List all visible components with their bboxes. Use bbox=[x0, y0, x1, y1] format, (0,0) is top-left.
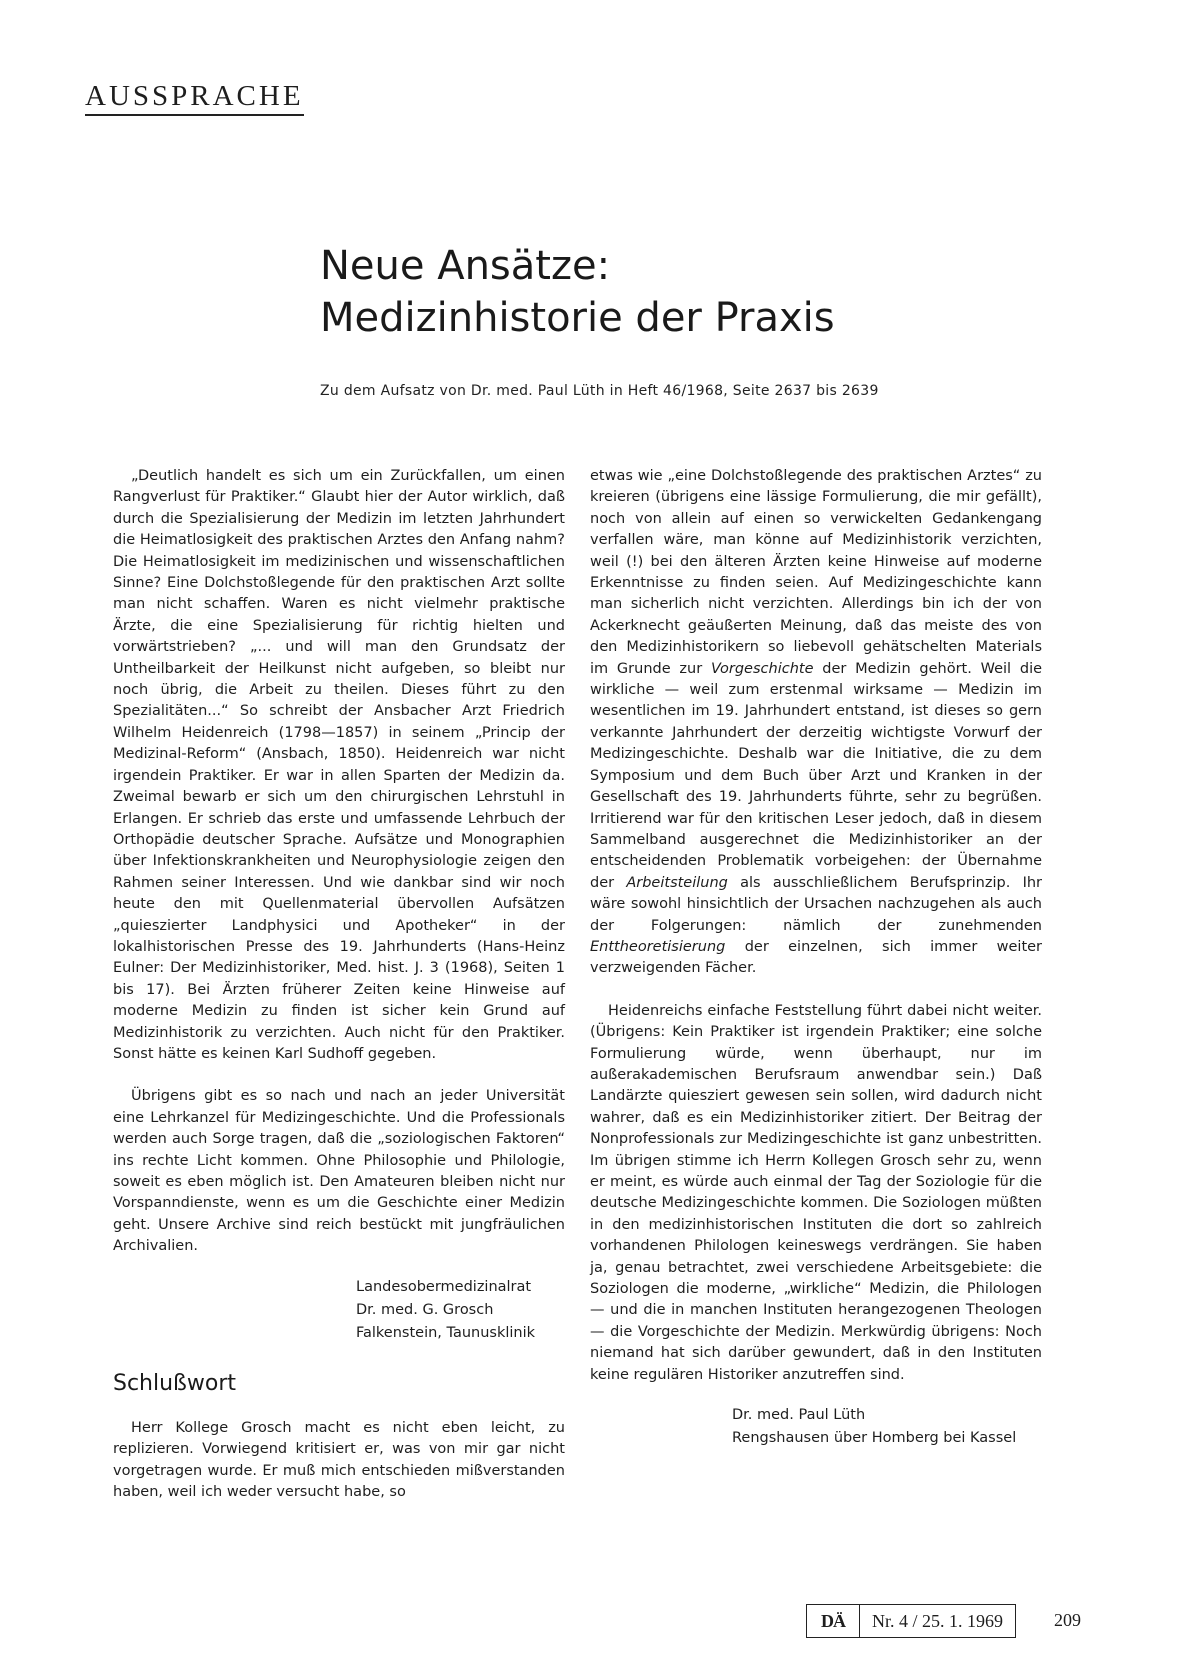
section-label: AUSSPRACHE bbox=[85, 82, 304, 116]
reply-text-part-3: als ausschließlichem Berufsprinzip. Ihr wäre sowohl hinsichtlich der Ursachen nachzugehen als auch der Folgerungen: nämlich der zunehmenden bbox=[590, 874, 1042, 934]
page-number: 209 bbox=[1054, 1610, 1081, 1630]
journal-logo: DÄ bbox=[807, 1605, 860, 1637]
letter-signature bbox=[113, 1276, 565, 1345]
article-subtitle: Zu dem Aufsatz von Dr. med. Paul Lüth in Heft 46/1968, Seite 2637 bis 2639 bbox=[320, 383, 879, 399]
reply-signature-name: Dr. med. Paul Lüth bbox=[732, 1407, 866, 1424]
article-title bbox=[320, 240, 835, 344]
reply-text-part-1: etwas wie „eine Dolchstoßlegende des praktischen Arztes“ zu kreieren (übrigens eine lässige Formulierung, die mir gefällt), noch von allein auf einen so verwickelten Gedankengang verfallen wäre, man könne auf Medizinhistorik verzichten, weil (!) bei den älteren Ärzten keine Hinweise auf moderne Erkenntnisse zu finden seien. Auf Medizingeschichte kann man sicherlich nicht verzichten. Allerdings bin ich der von Ackerknecht geäußerten Meinung, daß das meiste des von den Medizinhistorikern so liebevoll gehätschelten Materials im Grunde zur bbox=[590, 468, 1042, 677]
reply-signature-place: Rengshausen über Homberg bei Kassel bbox=[732, 1430, 1017, 1447]
signature-title: Landesobermedizinalrat bbox=[356, 1278, 532, 1295]
signature-name: Dr. med. G. Grosch bbox=[356, 1301, 494, 1318]
title-line-2: Medizinhistorie der Praxis bbox=[320, 295, 835, 341]
left-column bbox=[113, 466, 565, 1504]
letter-paragraph-1: „Deutlich handelt es sich um ein Zurückfallen, um einen Rangverlust für Praktiker.“ Glaubt hier der Autor wirklich, daß durch die Spezialisierung der Medizin im letzten Jahrhundert die Heimatlosigkeit des praktischen Arztes den Anfang nahm? Die Heimatlosigkeit im medizinischen und wissenschaftlichen Sinne? Eine Dolchstoßlegende für den praktischen Arzt sollte man nicht schaffen. Waren es nicht vielmehr praktische Ärzte, die eine Spezialisierung für richtig hielten und vorwärtstrieben? „... und will man den Grundsatz der Untheilbarkeit der Heilkunst nicht aufgeben, so bleibt nur noch übrig, die Arbeit zu theilen. Dieses führt zu den Spezialitäten...“ So schreibt der Ansbacher Arzt Friedrich Wilhelm Heidenreich (1798—1857) in seinem „Princip der Medizinal-Reform“ (Ansbach, 1850). Heidenreich war nicht irgendein Praktiker. Er war in allen Sparten der Medizin da. Zweimal bewarb er sich um den chirurgischen Lehrstuhl in Erlangen. Er schrieb das erste und umfassende Lehrbuch der Orthopädie deutscher Sprache. Aufsätze und Monographien über Infektionskrankheiten und Neurophysiologie zeigen den Rahmen seiner Interessen. Und wie dankbar sind wir noch heute den mit Quellenmaterial übervollen Aufsätzen „quieszierter Landphysici und Apotheker“ in der lokalhistorischen Presse des 19. Jahrhunderts (Hans-Heinz Eulner: Der Medizinhistoriker, Med. hist. J. 3 (1968), Seiten 1 bis 17). Bei Ärzten früherer Zeiten keine Hinweise auf moderne Medizin zu finden ist sicher kein Grund auf Medizinhistorik zu verzichten. Auch nicht für den Praktiker. Sonst hätte es keinen Karl Sudhoff gegeben. bbox=[113, 468, 565, 1062]
signature-place: Falkenstein, Taunusklinik bbox=[356, 1324, 536, 1341]
reply-paragraph-1-start: Herr Kollege Grosch macht es nicht eben leicht, zu replizieren. Vorwiegend kritisiert er, was von mir gar nicht vorgetragen wurde. Er muß mich entschieden mißverstanden haben, weil ich weder versucht habe, so bbox=[113, 1420, 565, 1501]
letter-paragraph-2: Übrigens gibt es so nach und nach an jeder Universität eine Lehrkanzel für Medizingeschichte. Und die Professionals werden auch Sorge tragen, daß die „soziologischen Faktoren“ ins rechte Licht kommen. Ohne Philosophie und Philologie, soweit es eben möglich ist. Den Amateuren bleiben nicht nur Vorspanndienste, wenn es um die Geschichte einer Medizin geht. Unsere Archive sind reich bestückt mit jungfräulichen Archivalien. bbox=[113, 1088, 565, 1255]
title-line-1: Neue Ansätze: bbox=[320, 243, 611, 289]
right-column bbox=[590, 466, 1042, 1450]
reply-text-part-4: der einzelnen, sich immer weiter verzweigenden Fächer. bbox=[590, 938, 1043, 977]
reply-paragraph-1-continued bbox=[590, 466, 1042, 980]
journal-issue-box bbox=[806, 1604, 1016, 1638]
reply-heading: Schlußwort bbox=[113, 1370, 237, 1396]
reply-emphasis-vorgeschichte: Vorgeschichte bbox=[710, 660, 814, 677]
reply-signature bbox=[590, 1404, 1042, 1450]
reply-emphasis-enttheoretisierung: Enttheoretisierung bbox=[590, 938, 726, 955]
issue-info: Nr. 4 / 25. 1. 1969 bbox=[871, 1610, 1003, 1631]
reply-emphasis-arbeitsteilung: Arbeitsteilung bbox=[626, 874, 728, 891]
reply-text-part-2: der Medizin gehört. Weil die wirkliche — weil zum erstenmal wirksame — Medizin im wesentlichen im 19. Jahrhundert entstand, ist dieses so gern verkannte Jahrhundert der derzeitig wichtigste Vorwurf der Medizingeschichte. Deshalb war die Initiative, die zu dem Symposium und dem Buch über Arzt und Kranken in der Gesellschaft des 19. Jahrhunderts führte, sehr zu begrüßen. Irritierend war für den kritischen Leser jedoch, daß in diesem Sammelband ausgerechnet die Medizinhistoriker an der entscheidenden Problematik vorbeigehen: der Übernahme der bbox=[590, 660, 1043, 891]
reply-paragraph-2: Heidenreichs einfache Feststellung führt dabei nicht weiter. (Übrigens: Kein Praktiker ist irgendein Praktiker; eine solche Formulierung würde, wenn überhaupt, nur im außerakademischen Berufsraum anwendbar sein.) Daß Landärzte quiesziert gewesen sein sollen, wird dadurch nicht wahrer, daß es ein Medizinhistoriker zitiert. Der Beitrag der Nonprofessionals zur Medizingeschichte ist ganz unbestritten. Im übrigen stimme ich Herrn Kollegen Grosch sehr zu, wenn er meint, es würde auch einmal der Tag der Soziologie für die deutsche Medizingeschichte kommen. Die Soziologen müßten in den medizinhistorischen Instituten die dort so zahlreich vorhandenen Philologen keineswegs verdrängen. Sie haben ja, genau betrachtet, zwei verschiedene Arbeitsgebiete: die Soziologen die moderne, „wirkliche“ Medizin, die Philologen — und die in manchen Instituten herangezogenen Theologen — die Vorgeschichte der Medizin. Merkwürdig übrigens: Noch niemand hat sich darüber gewundert, daß in den Instituten keine regulären Historiker anzutreffen sind. bbox=[590, 1002, 1042, 1383]
